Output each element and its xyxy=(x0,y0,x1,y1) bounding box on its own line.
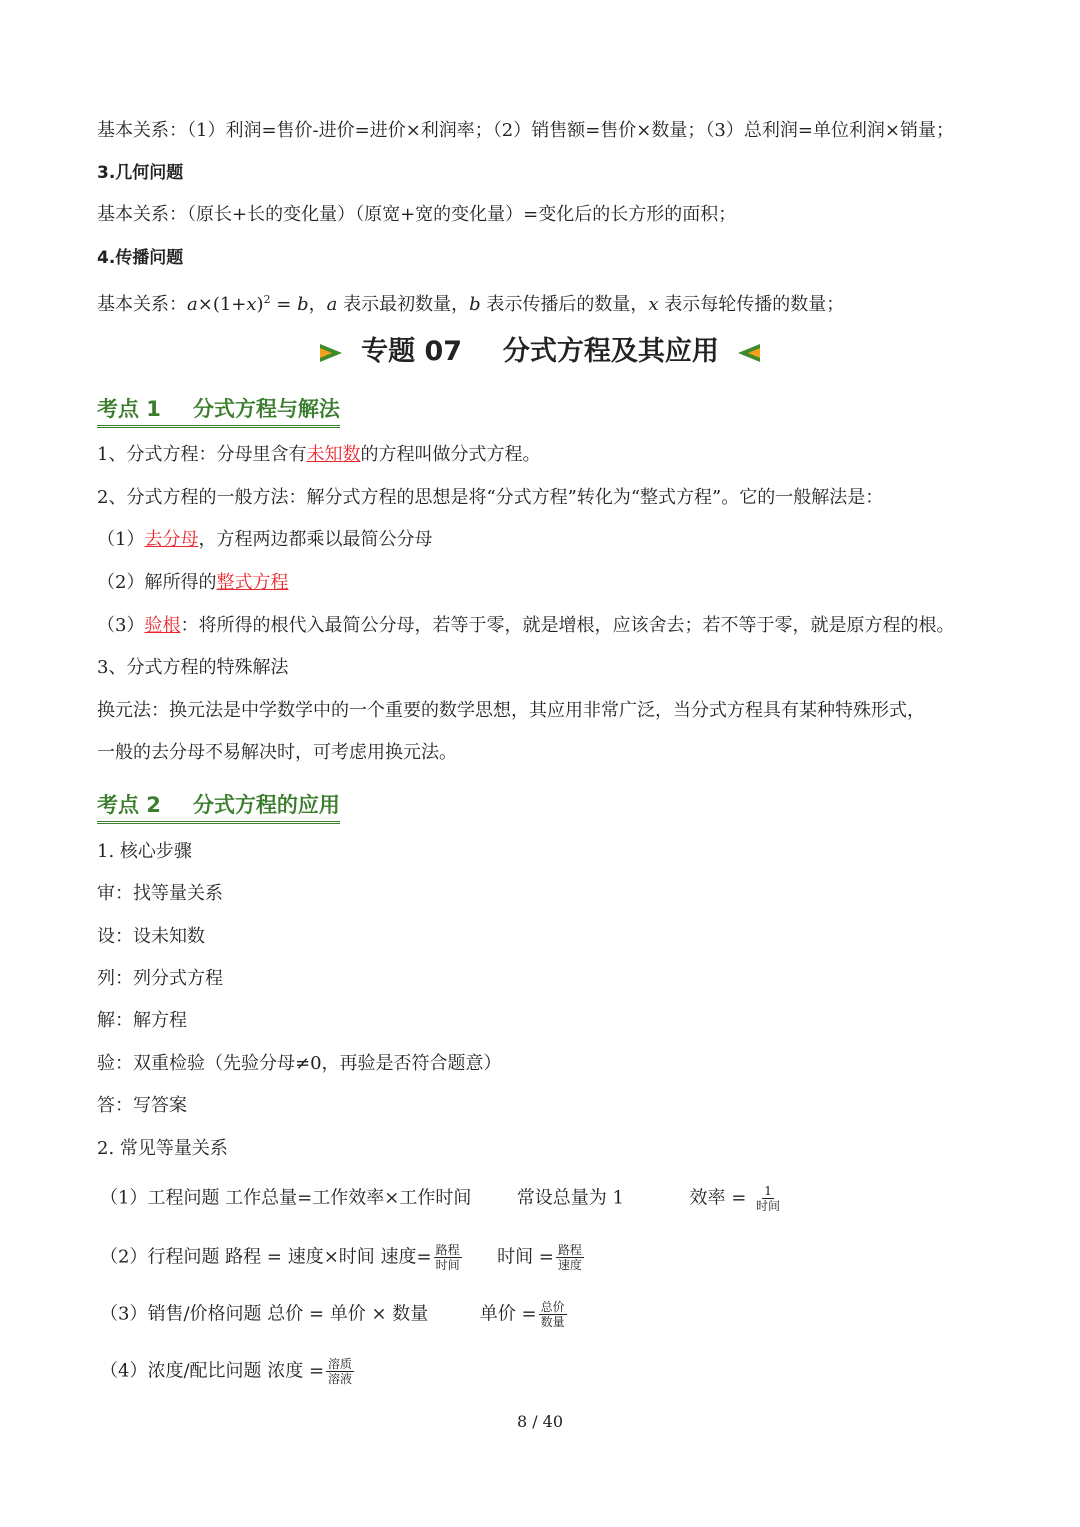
core-step: 解：解方程 xyxy=(97,1010,187,1031)
step-2-before: （2）解所得的 xyxy=(97,572,217,593)
kaodian-2-title: 分式方程的应用 xyxy=(192,793,340,817)
topic-prefix: 专题 07 xyxy=(361,336,463,367)
step-2 xyxy=(97,571,288,595)
core-steps-heading: 1. 核心步骤 xyxy=(97,841,192,862)
topic-main: 分式方程及其应用 xyxy=(502,336,719,367)
kaodian-1-title: 分式方程与解法 xyxy=(192,397,340,421)
relation-2-text: （2）行程问题 路程 = 速度×时间 速度= xyxy=(100,1246,432,1268)
formula-b: b xyxy=(297,294,309,315)
relation-2 xyxy=(100,1243,586,1272)
fraction-numerator: 总价 xyxy=(540,1300,565,1314)
substitution-line-2: 一般的去分母不易解决时，可考虑用换元法。 xyxy=(97,742,457,763)
definition-before: 1、分式方程：分母里含有 xyxy=(97,444,307,465)
fraction-numerator: 路程 xyxy=(435,1243,460,1257)
method-line: 2、分式方程的一般方法：解分式方程的思想是将“分式方程”转化为“整式方程”。它的一般解法是： xyxy=(97,487,884,508)
spread-sep: ， xyxy=(308,294,327,315)
fraction-numerator: 1 xyxy=(764,1184,772,1198)
core-step: 审：找等量关系 xyxy=(97,883,223,904)
kaodian-1-heading xyxy=(97,395,340,428)
kaodian-1-label: 考点 1 xyxy=(97,397,161,421)
topic-title xyxy=(0,332,1080,372)
arrow-left-icon xyxy=(738,344,760,362)
relation-3 xyxy=(100,1300,569,1329)
step-1-highlight: 去分母 xyxy=(144,529,199,550)
profit-relation: 基本关系：（1）利润=售价-进价=进价×利润率；（2）销售额=售价×数量；（3）总利润=单位利润×销量； xyxy=(97,120,955,141)
formula-exponent: 2 xyxy=(263,293,271,306)
step-1-after: ，方程两边都乘以最简公分母 xyxy=(198,529,433,550)
step-2-highlight: 整式方程 xyxy=(216,572,289,593)
relation-1-note: 常设总量为 1 xyxy=(516,1187,624,1209)
fraction-denominator: 时间 xyxy=(435,1258,460,1272)
formula-eq: = xyxy=(270,294,298,315)
core-step: 答：写答案 xyxy=(97,1095,187,1116)
arrow-right-icon xyxy=(320,344,342,362)
fraction-numerator: 路程 xyxy=(557,1243,582,1257)
definition-after: 的方程叫做分式方程。 xyxy=(360,444,541,465)
core-step: 设：设未知数 xyxy=(97,926,205,947)
substitution-line-1: 换元法：换元法是中学数学中的一个重要的数学思想，其应用非常广泛，当分式方程具有某种特殊形式， xyxy=(97,700,925,721)
relation-4-text: （4）浓度/配比问题 浓度 = xyxy=(100,1360,325,1382)
step-3-before: （3） xyxy=(97,615,145,636)
var-x: x xyxy=(648,294,659,315)
formula-close: ) xyxy=(256,294,264,315)
step-3-highlight: 验根 xyxy=(144,615,181,636)
fraction-denominator: 数量 xyxy=(540,1315,565,1329)
relation-3-text: （3）销售/价格问题 总价 = 单价 × 数量 xyxy=(100,1303,429,1325)
spread-heading: 4.传播问题 xyxy=(97,248,184,268)
definition-line xyxy=(97,443,540,467)
speed-fraction xyxy=(434,1243,462,1272)
formula-x: x xyxy=(246,294,257,315)
fraction-denominator: 速度 xyxy=(557,1258,582,1272)
geometry-heading: 3.几何问题 xyxy=(97,163,184,183)
time-fraction xyxy=(556,1243,584,1272)
spread-text-2: 表示传播后的数量， xyxy=(480,294,649,315)
page-number: 8 / 40 xyxy=(516,1412,564,1431)
core-step: 验：双重检验（先验分母≠0，再验是否符合题意） xyxy=(97,1053,502,1074)
core-step: 列：列分式方程 xyxy=(97,968,223,989)
spread-text-1: 表示最初数量， xyxy=(337,294,470,315)
var-b: b xyxy=(469,294,481,315)
spread-prefix: 基本关系： xyxy=(97,294,187,315)
relation-2-time: 时间 = xyxy=(497,1246,554,1268)
unit-price-fraction xyxy=(539,1300,567,1329)
spread-relation xyxy=(97,288,844,317)
efficiency-fraction xyxy=(754,1184,782,1213)
special-method-line: 3、分式方程的特殊解法 xyxy=(97,657,289,678)
var-a: a xyxy=(326,294,338,315)
spread-text-3: 表示每轮传播的数量； xyxy=(658,294,845,315)
relation-1 xyxy=(100,1184,784,1213)
step-3-after: ：将所得的根代入最简公分母，若等于零，就是增根，应该舍去；若不等于零，就是原方程的根。 xyxy=(180,615,955,636)
geometry-relation: 基本关系：（原长+长的变化量）（原宽+宽的变化量）=变化后的长方形的面积； xyxy=(97,204,737,225)
step-3 xyxy=(97,614,954,638)
relation-3-unit-price: 单价 = xyxy=(479,1303,537,1325)
step-1-before: （1） xyxy=(97,529,145,550)
fraction-denominator: 溶液 xyxy=(328,1372,353,1386)
formula-a: a xyxy=(187,294,198,315)
definition-highlight: 未知数 xyxy=(306,444,361,465)
relation-4 xyxy=(100,1357,356,1386)
fraction-denominator: 时间 xyxy=(756,1199,781,1213)
relation-1-text: （1）工程问题 工作总量=工作效率×工作时间 xyxy=(100,1187,472,1209)
formula-mid: ×(1+ xyxy=(197,294,247,315)
kaodian-2-label: 考点 2 xyxy=(97,793,161,817)
concentration-fraction xyxy=(326,1357,354,1386)
common-relations-heading: 2. 常见等量关系 xyxy=(97,1138,228,1159)
fraction-numerator: 溶质 xyxy=(328,1357,353,1371)
relation-1-efficiency: 效率 = xyxy=(689,1187,747,1209)
kaodian-2-heading xyxy=(97,791,340,824)
step-1 xyxy=(97,528,432,552)
